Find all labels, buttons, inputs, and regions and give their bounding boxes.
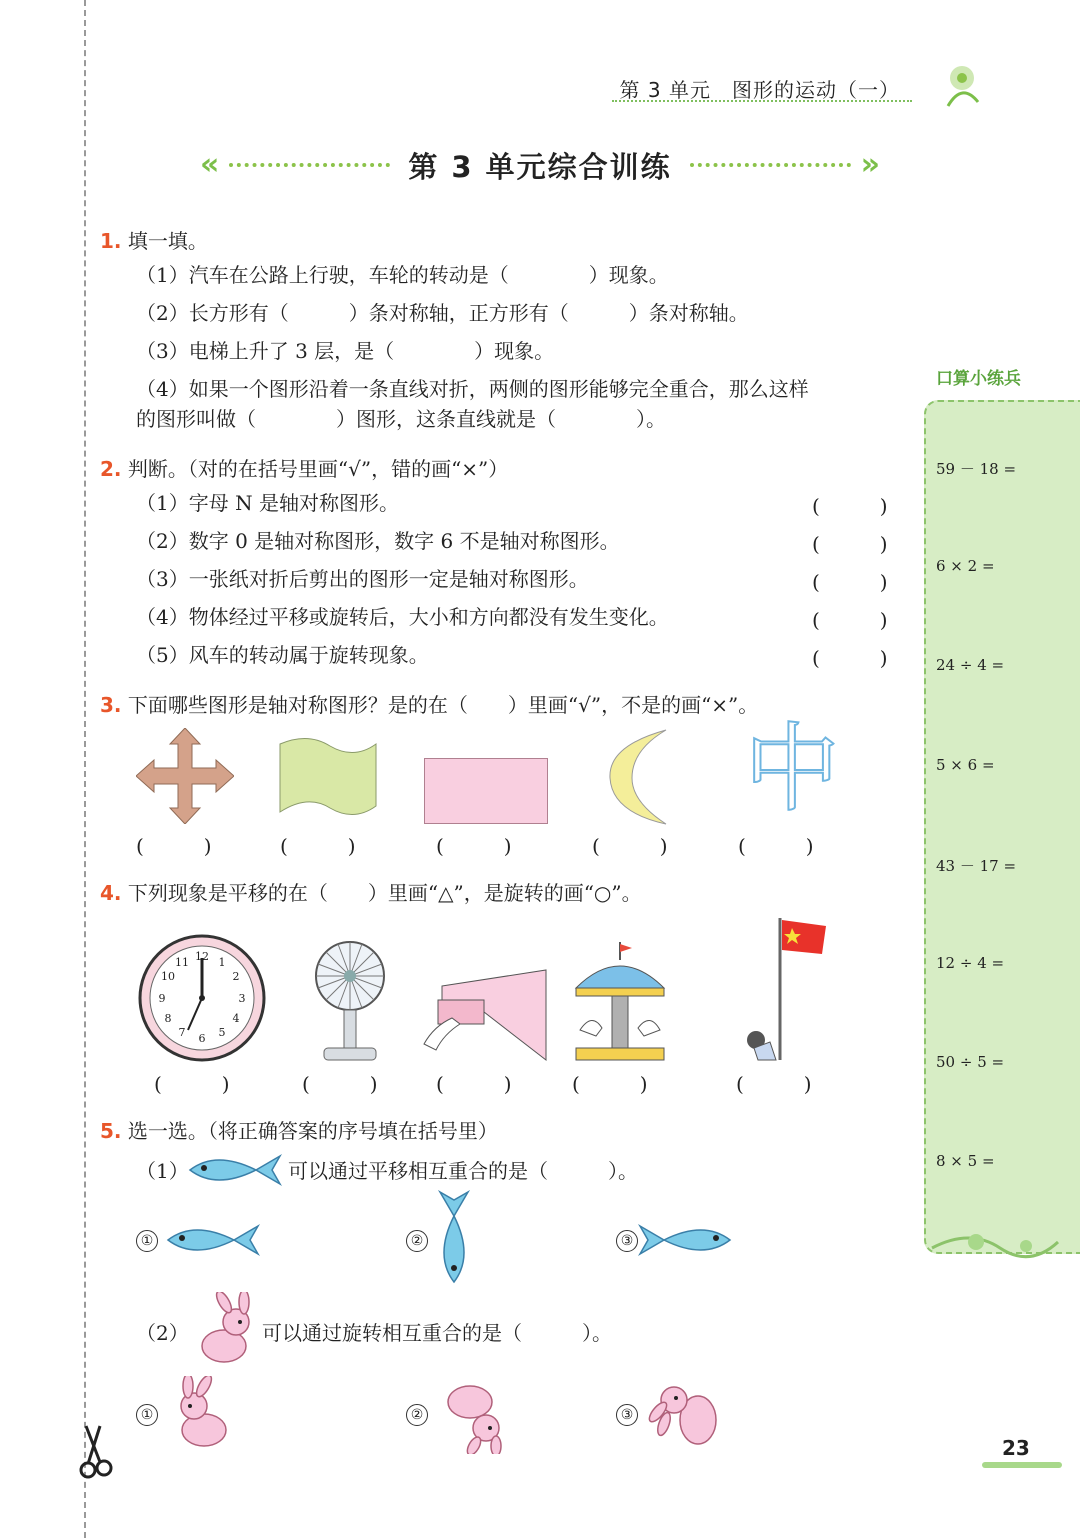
option-marker bbox=[406, 1404, 428, 1426]
calc-item: 43 － 17 = bbox=[936, 857, 1017, 875]
option-number: ③ bbox=[616, 1230, 638, 1252]
q1-line-4: （4）如果一个图形沿着一条直线对折，两侧的图形能够完全重合，那么这样 bbox=[136, 377, 809, 401]
q2-statement-4: （4）物体经过平移或旋转后，大小和方向都没有发生变化。 bbox=[136, 605, 669, 629]
q5-sub1-text: 可以通过平移相互重合的是（ ）。 bbox=[288, 1159, 638, 1183]
calc-item: 6 × 2 = bbox=[936, 557, 995, 575]
clock-number: 7 bbox=[178, 1026, 186, 1039]
answer-paren[interactable]: ( ) bbox=[738, 834, 814, 858]
q5-sub1-label: （1） bbox=[136, 1159, 189, 1183]
answer-paren[interactable]: ( ) bbox=[812, 532, 888, 556]
question-number: 4. bbox=[100, 881, 122, 905]
four-arrow-cross-shape bbox=[136, 728, 234, 824]
vine-decoration-icon bbox=[930, 1222, 1060, 1262]
option-marker bbox=[136, 1230, 158, 1252]
clock-number: 8 bbox=[164, 1012, 172, 1025]
answer-paren[interactable]: ( ) bbox=[736, 1072, 812, 1096]
answer-paren[interactable]: ( ) bbox=[302, 1072, 378, 1096]
rectangle-shape bbox=[424, 758, 548, 824]
clock-number: 3 bbox=[238, 992, 246, 1005]
answer-paren[interactable]: ( ) bbox=[812, 494, 888, 518]
answer-paren[interactable]: ( ) bbox=[812, 646, 888, 670]
question-number: 1. bbox=[100, 229, 122, 253]
q1-line-2: （2）长方形有（ ）条对称轴，正方形有（ ）条对称轴。 bbox=[136, 301, 749, 325]
calc-item: 12 ÷ 4 = bbox=[936, 954, 1005, 972]
option-marker bbox=[136, 1404, 158, 1426]
header-underline bbox=[612, 100, 912, 102]
answer-paren[interactable]: ( ) bbox=[136, 834, 212, 858]
option-marker bbox=[616, 1404, 638, 1426]
option-number: ② bbox=[406, 1404, 428, 1426]
q2-statement-5: （5）风车的转动属于旋转现象。 bbox=[136, 643, 429, 667]
flag-raising-image bbox=[740, 914, 830, 1064]
question-1-heading bbox=[100, 226, 208, 256]
answer-paren[interactable]: ( ) bbox=[812, 570, 888, 594]
calc-item: 5 × 6 = bbox=[936, 756, 995, 774]
rabbit-reference-image bbox=[184, 1292, 258, 1370]
leaf-decoration-icon bbox=[938, 62, 986, 110]
cut-line bbox=[84, 0, 86, 1538]
q5-sub2-text: 可以通过旋转相互重合的是（ ）。 bbox=[262, 1321, 612, 1345]
q2-statement-1: （1）字母 N 是轴对称图形。 bbox=[136, 491, 399, 515]
fish-option-1-image[interactable] bbox=[164, 1220, 260, 1260]
answer-paren[interactable]: ( ) bbox=[572, 1072, 648, 1096]
sidebar-title: 口算小练兵 bbox=[936, 369, 1021, 389]
question-title: 填一填。 bbox=[127, 229, 208, 253]
question-title: 选一选。（将正确答案的序号填在括号里） bbox=[127, 1119, 498, 1143]
q5-sub2-label: （2） bbox=[136, 1321, 189, 1345]
clock-number: 11 bbox=[175, 956, 189, 969]
clock-number: 10 bbox=[161, 970, 175, 983]
answer-paren[interactable]: ( ) bbox=[436, 834, 512, 858]
title-dots-right bbox=[690, 163, 851, 167]
clock-number: 4 bbox=[232, 1012, 240, 1025]
section-title-bar bbox=[200, 142, 880, 188]
calc-item: 8 × 5 = bbox=[936, 1152, 995, 1170]
mental-math-sidebar bbox=[924, 400, 1080, 1254]
page-number-bar bbox=[982, 1462, 1062, 1468]
rabbit-option-2-image[interactable] bbox=[434, 1376, 512, 1454]
q1-line-3: （3）电梯上升了 3 层，是（ ）现象。 bbox=[136, 339, 555, 363]
clock-number: 2 bbox=[232, 970, 240, 983]
question-title: 下面哪些图形是轴对称图形？是的在（ ）里画“√”，不是的画“×”。 bbox=[127, 693, 759, 717]
clock-number: 12 bbox=[195, 950, 209, 963]
electric-fan-image bbox=[310, 940, 390, 1064]
question-number: 3. bbox=[100, 693, 122, 717]
rabbit-option-1-image[interactable] bbox=[164, 1376, 238, 1454]
page-number: 23 bbox=[1002, 1436, 1030, 1460]
wavy-flag-shape bbox=[278, 736, 378, 816]
option-marker bbox=[406, 1230, 428, 1252]
clock-number: 5 bbox=[218, 1026, 226, 1039]
chinese-character-zhong: 中 bbox=[744, 713, 840, 825]
carousel-image bbox=[572, 940, 668, 1064]
q2-statement-3: （3）一张纸对折后剪出的图形一定是轴对称图形。 bbox=[136, 567, 589, 591]
scissors-icon bbox=[78, 1424, 120, 1480]
calc-item: 24 ÷ 4 = bbox=[936, 656, 1005, 674]
page-title: 第 3 单元综合训练 bbox=[408, 149, 672, 184]
question-title: 下列现象是平移的在（ ）里画“△”，是旋转的画“○”。 bbox=[127, 881, 642, 905]
calc-item: 59 － 18 = bbox=[936, 460, 1017, 478]
fish-option-3-image[interactable] bbox=[638, 1220, 734, 1260]
question-number: 2. bbox=[100, 457, 122, 481]
crescent-moon-shape bbox=[604, 728, 674, 826]
title-dots-left bbox=[229, 163, 390, 167]
clock-number: 6 bbox=[198, 1032, 206, 1045]
clock-number: 1 bbox=[218, 956, 226, 969]
q1-line-5: 的图形叫做（ ）图形，这条直线就是（ ）。 bbox=[136, 407, 666, 431]
answer-paren[interactable]: ( ) bbox=[154, 1072, 230, 1096]
unit-header: 第 3 单元 图形的运动（一） bbox=[619, 78, 900, 102]
answer-paren[interactable]: ( ) bbox=[592, 834, 668, 858]
question-5-heading bbox=[100, 1116, 498, 1146]
question-4-heading bbox=[100, 878, 642, 908]
calc-item: 50 ÷ 5 = bbox=[936, 1053, 1005, 1071]
question-3-heading bbox=[100, 690, 758, 720]
clock-image bbox=[134, 934, 274, 1064]
answer-paren[interactable]: ( ) bbox=[280, 834, 356, 858]
option-number: ① bbox=[136, 1404, 158, 1426]
fish-reference-image bbox=[186, 1150, 282, 1190]
answer-paren[interactable]: ( ) bbox=[812, 608, 888, 632]
question-title: 判断。（对的在括号里画“√”，错的画“×”） bbox=[127, 457, 509, 481]
clock-number: 9 bbox=[158, 992, 166, 1005]
option-marker bbox=[616, 1230, 638, 1252]
fish-option-2-image[interactable] bbox=[434, 1190, 474, 1286]
option-number: ② bbox=[406, 1230, 428, 1252]
right-chevron-icon: » bbox=[860, 147, 880, 182]
answer-paren[interactable]: ( ) bbox=[436, 1072, 512, 1096]
left-chevron-icon: « bbox=[200, 147, 220, 182]
rabbit-option-3-image[interactable] bbox=[646, 1376, 726, 1454]
option-number: ① bbox=[136, 1230, 158, 1252]
q1-line-1: （1）汽车在公路上行驶，车轮的转动是（ ）现象。 bbox=[136, 263, 669, 287]
drawer-image bbox=[422, 966, 550, 1064]
question-number: 5. bbox=[100, 1119, 122, 1143]
question-2-heading bbox=[100, 454, 508, 484]
q2-statement-2: （2）数字 0 是轴对称图形，数字 6 不是轴对称图形。 bbox=[136, 529, 620, 553]
option-number: ③ bbox=[616, 1404, 638, 1426]
